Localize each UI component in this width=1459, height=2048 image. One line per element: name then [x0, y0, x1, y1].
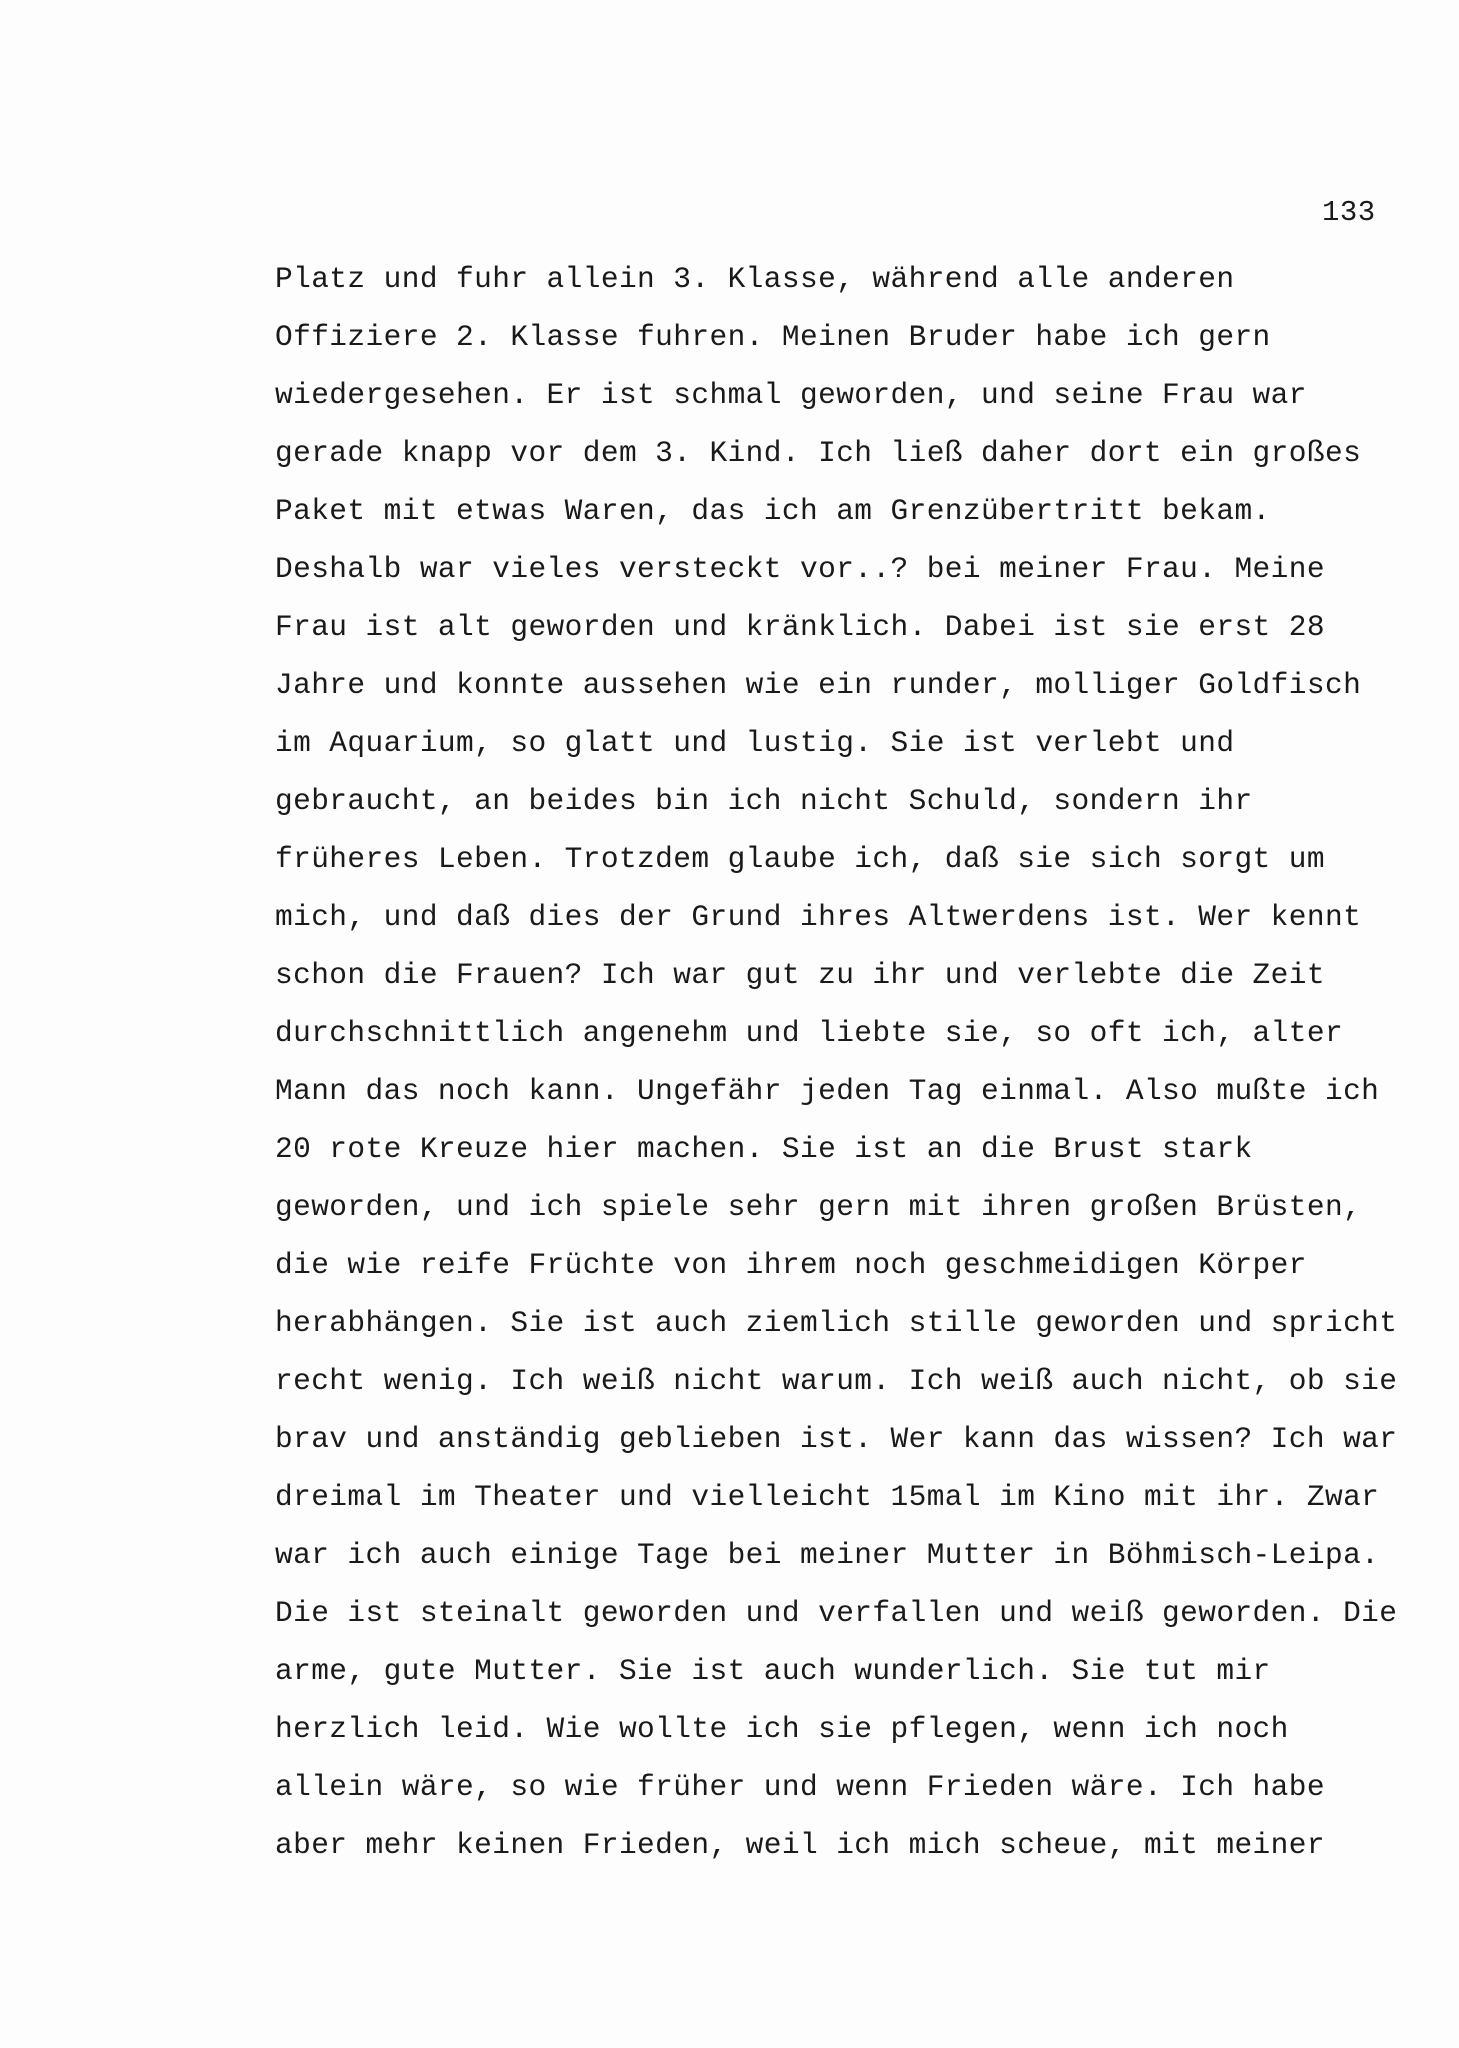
text-line: die wie reife Früchte von ihrem noch geschmeidigen Körper: [275, 1248, 1307, 1282]
text-line: geworden, und ich spiele sehr gern mit ihren großen Brüsten,: [275, 1190, 1362, 1224]
text-line: gerade knapp vor dem 3. Kind. Ich ließ daher dort ein großes: [275, 436, 1362, 470]
text-line: Frau ist alt geworden und kränklich. Dabei ist sie erst 28: [275, 610, 1325, 644]
text-line: allein wäre, so wie früher und wenn Frieden wäre. Ich habe: [275, 1770, 1325, 1804]
text-line: arme, gute Mutter. Sie ist auch wunderlich. Sie tut mir: [275, 1654, 1271, 1688]
page-number: 133: [1322, 196, 1376, 229]
text-line: durchschnittlich angenehm und liebte sie, so oft ich, alter: [275, 1016, 1344, 1050]
text-line: herzlich leid. Wie wollte ich sie pflegen, wenn ich noch: [275, 1712, 1289, 1746]
text-line: herabhängen. Sie ist auch ziemlich stille geworden und spricht: [275, 1306, 1398, 1340]
text-line: recht wenig. Ich weiß nicht warum. Ich weiß auch nicht, ob sie: [275, 1364, 1398, 1398]
text-line: dreimal im Theater und vielleicht 15mal im Kino mit ihr. Zwar: [275, 1480, 1380, 1514]
text-line: brav und anständig geblieben ist. Wer kann das wissen? Ich war: [275, 1422, 1398, 1456]
text-line: Offiziere 2. Klasse fuhren. Meinen Bruder habe ich gern: [275, 320, 1271, 354]
text-line: Mann das noch kann. Ungefähr jeden Tag einmal. Also mußte ich: [275, 1074, 1380, 1108]
text-line: Deshalb war vieles versteckt vor..? bei meiner Frau. Meine: [275, 552, 1325, 586]
text-line: gebraucht, an beides bin ich nicht Schuld, sondern ihr: [275, 784, 1253, 818]
text-line: war ich auch einige Tage bei meiner Mutter in Böhmisch-Leipa.: [275, 1538, 1380, 1572]
text-line: Paket mit etwas Waren, das ich am Grenzübertritt bekam.: [275, 494, 1271, 528]
text-line: aber mehr keinen Frieden, weil ich mich scheue, mit meiner: [275, 1828, 1325, 1862]
text-line: Die ist steinalt geworden und verfallen und weiß geworden. Die: [275, 1596, 1398, 1630]
text-line: im Aquarium, so glatt und lustig. Sie ist verlebt und: [275, 726, 1235, 760]
text-line: früheres Leben. Trotzdem glaube ich, daß sie sich sorgt um: [275, 842, 1325, 876]
text-line: mich, und daß dies der Grund ihres Altwerdens ist. Wer kennt: [275, 900, 1362, 934]
text-line: Jahre und konnte aussehen wie ein runder, molliger Goldfisch: [275, 668, 1362, 702]
text-line: Platz und fuhr allein 3. Klasse, während alle anderen: [275, 262, 1235, 296]
body-text: [275, 250, 1398, 1874]
text-line: schon die Frauen? Ich war gut zu ihr und verlebte die Zeit: [275, 958, 1325, 992]
text-line: wiedergesehen. Er ist schmal geworden, und seine Frau war: [275, 378, 1307, 412]
text-line: 20 rote Kreuze hier machen. Sie ist an die Brust stark: [275, 1132, 1253, 1166]
